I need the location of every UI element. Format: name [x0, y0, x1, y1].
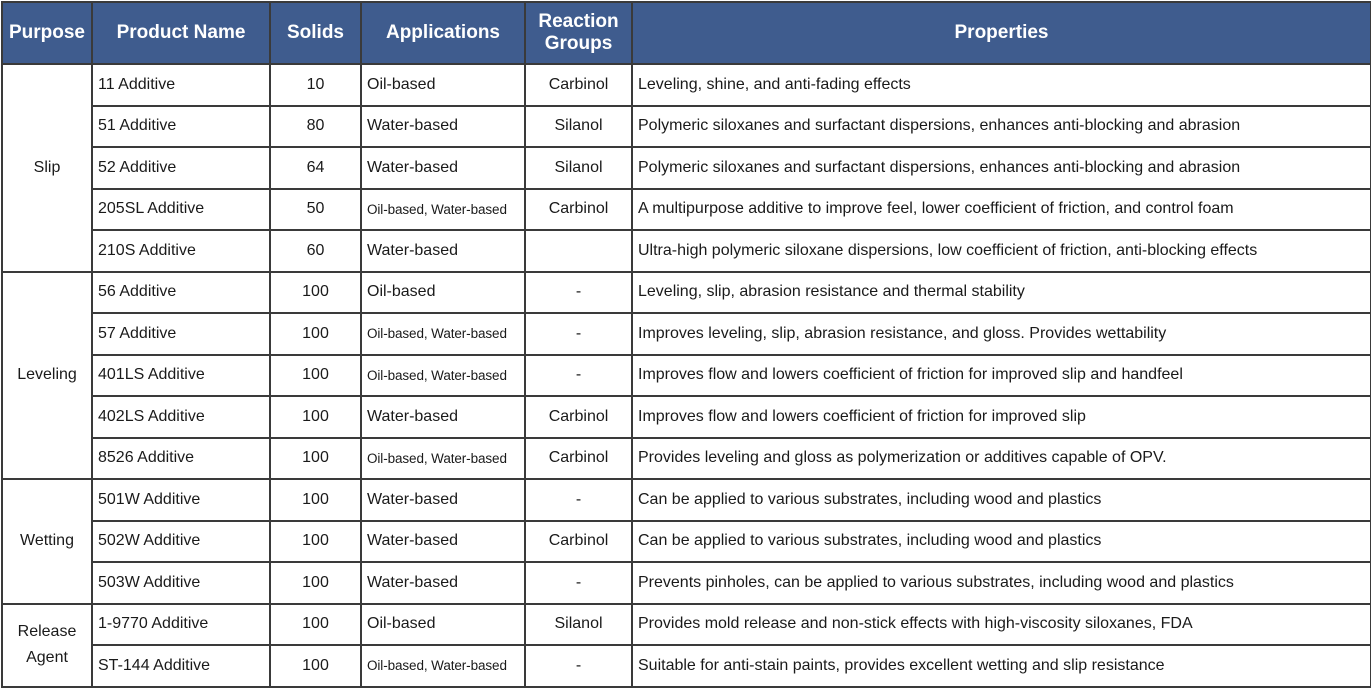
applications-cell: Oil-based	[361, 64, 525, 106]
product-name-cell: 503W Additive	[92, 562, 270, 604]
product-name-cell: 1-9770 Additive	[92, 604, 270, 646]
applications-cell: Oil-based	[361, 272, 525, 314]
properties-cell: Provides mold release and non-stick effects with high-viscosity siloxanes, FDA	[632, 604, 1371, 646]
applications-cell: Water-based	[361, 562, 525, 604]
product-name-cell: 502W Additive	[92, 521, 270, 563]
properties-cell: A multipurpose additive to improve feel, lower coefficient of friction, and control foam	[632, 189, 1371, 231]
header-purpose: Purpose	[2, 2, 92, 64]
reaction-groups-cell: -	[525, 313, 632, 355]
reaction-groups-cell: -	[525, 272, 632, 314]
reaction-groups-cell: Carbinol	[525, 521, 632, 563]
reaction-groups-cell: Silanol	[525, 106, 632, 148]
product-name-cell: 8526 Additive	[92, 438, 270, 480]
solids-cell: 10	[270, 64, 361, 106]
properties-cell: Ultra-high polymeric siloxane dispersions, low coefficient of friction, anti-blocking effects	[632, 230, 1371, 272]
solids-cell: 64	[270, 147, 361, 189]
applications-cell: Water-based	[361, 521, 525, 563]
product-name-cell: 11 Additive	[92, 64, 270, 106]
header-reaction-groups: Reaction Groups	[525, 2, 632, 64]
product-name-cell: 56 Additive	[92, 272, 270, 314]
solids-cell: 100	[270, 479, 361, 521]
reaction-groups-cell: Carbinol	[525, 438, 632, 480]
product-name-cell: 57 Additive	[92, 313, 270, 355]
table-row	[2, 147, 1371, 189]
reaction-groups-cell: Carbinol	[525, 396, 632, 438]
reaction-groups-cell	[525, 230, 632, 272]
solids-cell: 60	[270, 230, 361, 272]
product-name-cell: 402LS Additive	[92, 396, 270, 438]
purpose-cell-wetting: Wetting	[2, 479, 92, 604]
applications-cell: Water-based	[361, 230, 525, 272]
solids-cell: 100	[270, 521, 361, 563]
reaction-groups-cell: Silanol	[525, 604, 632, 646]
properties-cell: Suitable for anti-stain paints, provides excellent wetting and slip resistance	[632, 645, 1371, 687]
reaction-groups-cell: -	[525, 645, 632, 687]
reaction-groups-cell: Carbinol	[525, 64, 632, 106]
reaction-groups-cell: -	[525, 562, 632, 604]
solids-cell: 100	[270, 396, 361, 438]
solids-cell: 100	[270, 562, 361, 604]
header-row	[2, 2, 1371, 64]
table-row	[2, 604, 1371, 646]
table-row	[2, 106, 1371, 148]
solids-cell: 100	[270, 645, 361, 687]
table-row	[2, 562, 1371, 604]
properties-cell: Polymeric siloxanes and surfactant dispersions, enhances anti-blocking and abrasion	[632, 106, 1371, 148]
reaction-groups-cell: Silanol	[525, 147, 632, 189]
solids-cell: 100	[270, 313, 361, 355]
table-row	[2, 645, 1371, 687]
table-row	[2, 479, 1371, 521]
solids-cell: 100	[270, 272, 361, 314]
header-properties: Properties	[632, 2, 1371, 64]
table-row	[2, 355, 1371, 397]
applications-cell: Water-based	[361, 106, 525, 148]
properties-cell: Improves flow and lowers coefficient of friction for improved slip	[632, 396, 1371, 438]
applications-cell: Oil-based	[361, 604, 525, 646]
table-row	[2, 189, 1371, 231]
table-row	[2, 438, 1371, 480]
product-name-cell: 210S Additive	[92, 230, 270, 272]
applications-cell: Oil-based, Water-based	[361, 355, 525, 397]
solids-cell: 100	[270, 604, 361, 646]
product-name-cell: 51 Additive	[92, 106, 270, 148]
product-table	[1, 1, 1371, 688]
properties-cell: Improves flow and lowers coefficient of friction for improved slip and handfeel	[632, 355, 1371, 397]
solids-cell: 100	[270, 438, 361, 480]
properties-cell: Provides leveling and gloss as polymerization or additives capable of OPV.	[632, 438, 1371, 480]
reaction-groups-cell: -	[525, 479, 632, 521]
table-body	[2, 64, 1371, 687]
reaction-groups-cell: -	[525, 355, 632, 397]
product-name-cell: 205SL Additive	[92, 189, 270, 231]
applications-cell: Water-based	[361, 147, 525, 189]
header-product-name: Product Name	[92, 2, 270, 64]
properties-cell: Can be applied to various substrates, including wood and plastics	[632, 521, 1371, 563]
table-row	[2, 521, 1371, 563]
table-row	[2, 272, 1371, 314]
solids-cell: 80	[270, 106, 361, 148]
properties-cell: Polymeric siloxanes and surfactant dispersions, enhances anti-blocking and abrasion	[632, 147, 1371, 189]
properties-cell: Prevents pinholes, can be applied to various substrates, including wood and plastics	[632, 562, 1371, 604]
applications-cell: Water-based	[361, 479, 525, 521]
table-row	[2, 230, 1371, 272]
header-applications: Applications	[361, 2, 525, 64]
purpose-cell-slip: Slip	[2, 64, 92, 272]
product-name-cell: 501W Additive	[92, 479, 270, 521]
table-row	[2, 396, 1371, 438]
properties-cell: Leveling, shine, and anti-fading effects	[632, 64, 1371, 106]
table-row	[2, 64, 1371, 106]
header-solids: Solids	[270, 2, 361, 64]
product-name-cell: ST-144 Additive	[92, 645, 270, 687]
properties-cell: Improves leveling, slip, abrasion resistance, and gloss. Provides wettability	[632, 313, 1371, 355]
properties-cell: Can be applied to various substrates, including wood and plastics	[632, 479, 1371, 521]
solids-cell: 50	[270, 189, 361, 231]
applications-cell: Oil-based, Water-based	[361, 313, 525, 355]
properties-cell: Leveling, slip, abrasion resistance and thermal stability	[632, 272, 1371, 314]
purpose-cell-release-agent: Release Agent	[2, 604, 92, 687]
product-name-cell: 401LS Additive	[92, 355, 270, 397]
applications-cell: Oil-based, Water-based	[361, 645, 525, 687]
applications-cell: Water-based	[361, 396, 525, 438]
reaction-groups-cell: Carbinol	[525, 189, 632, 231]
table-header	[2, 2, 1371, 64]
product-name-cell: 52 Additive	[92, 147, 270, 189]
applications-cell: Oil-based, Water-based	[361, 189, 525, 231]
table-row	[2, 313, 1371, 355]
purpose-cell-leveling: Leveling	[2, 272, 92, 480]
solids-cell: 100	[270, 355, 361, 397]
applications-cell: Oil-based, Water-based	[361, 438, 525, 480]
